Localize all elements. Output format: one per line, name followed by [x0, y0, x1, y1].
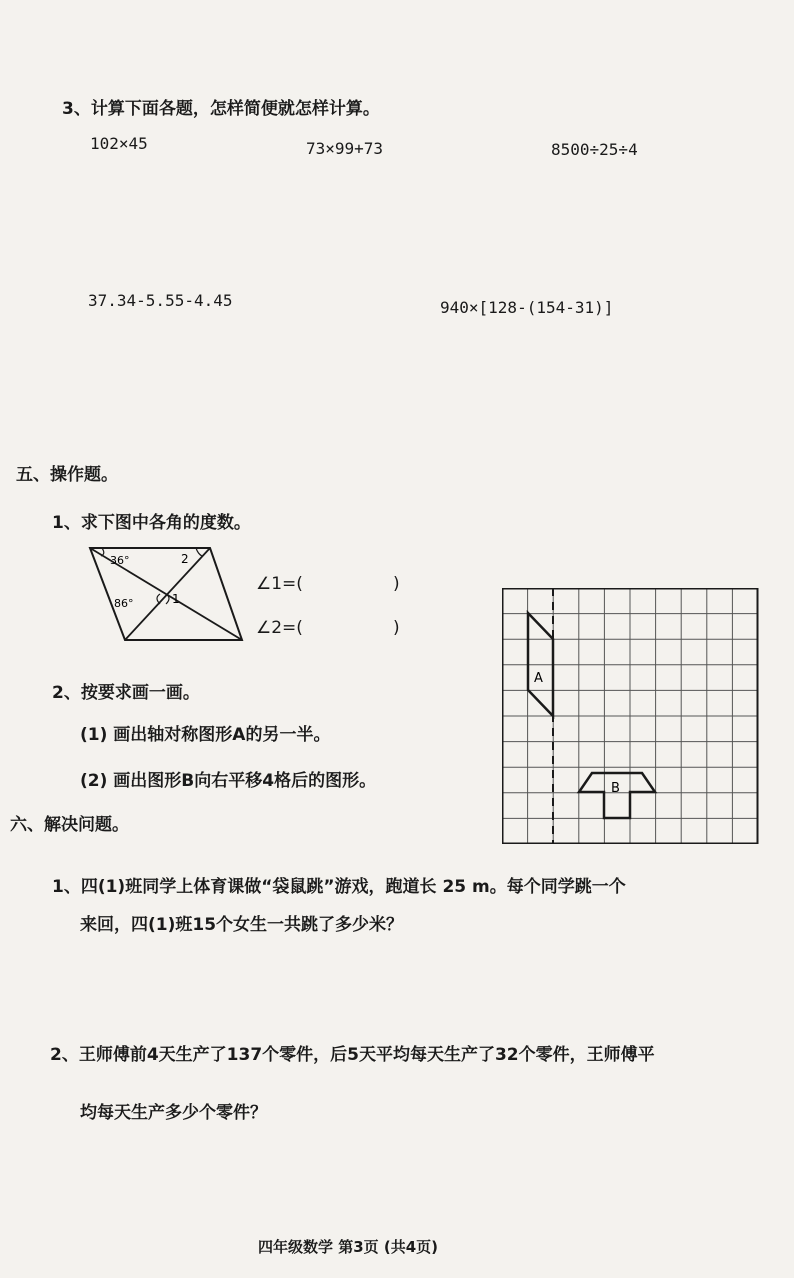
angle-1-close: ) — [392, 574, 400, 594]
angle-1-answer — [256, 574, 400, 594]
expr-1: 102×45 — [90, 134, 148, 153]
angle-2-prefix: ∠2=( — [256, 618, 303, 638]
page-footer: 四年级数学 第3页 (共4页) — [258, 1238, 439, 1256]
q3-title: 3、计算下面各题，怎样简便就怎样计算。 — [62, 99, 380, 119]
expr-4: 37.34-5.55-4.45 — [88, 291, 233, 310]
q6-1-line1: 1、四(1)班同学上体育课做“袋鼠跳”游戏，跑道长 25 m。每个同学跳一个 — [52, 877, 626, 897]
parallelogram-figure — [80, 540, 250, 650]
section-6-heading: 六、解决问题。 — [10, 815, 129, 835]
label-A: A — [534, 671, 543, 686]
expr-3: 8500÷25÷4 — [551, 140, 638, 159]
q5-2-sub2: (2) 画出图形B向右平移4格后的图形。 — [80, 771, 377, 791]
q6-2-line1: 2、王师傅前4天生产了137个零件，后5天平均每天生产了32个零件，王师傅平 — [50, 1045, 655, 1065]
q5-2-sub1: (1) 画出轴对称图形A的另一半。 — [80, 725, 331, 745]
expr-2: 73×99+73 — [306, 139, 384, 158]
angle-2-close: ) — [392, 618, 400, 638]
angle-2-answer — [256, 618, 400, 638]
drawing-grid — [502, 588, 768, 844]
section-5-heading: 五、操作题。 — [16, 465, 118, 485]
expr-5: 940×[128-(154-31)] — [440, 298, 614, 317]
label-86: 86° — [114, 597, 134, 610]
q6-2-line2: 均每天生产多少个零件？ — [80, 1103, 267, 1123]
label-2: 2 — [181, 552, 189, 566]
q6-1-line2: 来回，四(1)班15个女生一共跳了多少米？ — [80, 915, 404, 935]
q5-1-title: 1、求下图中各角的度数。 — [52, 513, 251, 533]
q5-2-title: 2、按要求画一画。 — [52, 683, 200, 703]
label-B: B — [611, 781, 620, 796]
label-36: 36° — [110, 554, 130, 567]
angle-1-prefix: ∠1=( — [256, 574, 303, 594]
diagonal-2 — [125, 548, 210, 640]
label-1: 1 — [172, 592, 180, 606]
angle-arc-2 — [196, 548, 202, 556]
